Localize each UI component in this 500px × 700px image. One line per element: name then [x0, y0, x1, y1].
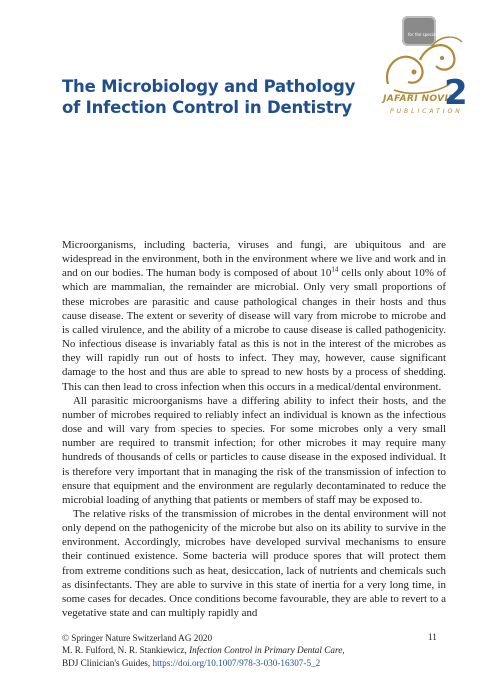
chapter-number: 2: [444, 73, 468, 113]
chapter-body: [62, 238, 446, 620]
chapter-title-line-1: The Microbiology and Pathology: [62, 77, 356, 96]
logo-badge-text: for the specialists: [408, 32, 444, 37]
chapter-title-line-2: of Infection Control in Dentistry: [62, 98, 352, 117]
logo-subtitle: PUBLICATION: [390, 108, 463, 115]
copyright-line: © Springer Nature Switzerland AG 2020: [62, 633, 213, 643]
citation-line: M. R. Fulford, N. R. Stankiewicz, Infection Control in Primary Dental Care,: [62, 645, 345, 656]
chapter-title: [62, 76, 382, 118]
page-number: 11: [428, 632, 437, 642]
paragraph-2: All parasitic microorganisms have a differing ability to infect their hosts, and the number of microbes required to reliably infect an individual is known as the infectious dose and will vary from species to species. For some microbes only a very small number are required to transmit infection; for other microbes it may require many hundreds of thousands of cells or particles to cause disease in the exposed individual. It is therefore very important that in managing the risk of the transmission of infection to ensure that equipment and the environment are regularly decontaminated to reduce the microbial loading of anything that patients or members of staff may be exposed to.: [62, 394, 446, 506]
paragraph-1: Microorganisms, including bacteria, viruses and fungi, are ubiquitous and are widespread in the environment, both in the environment where we live and work and in and on our bodies. The human body is composed of about $10^{14}$ cells only about 10% of which are mammalian, the remainder are microbial. Only very small proportions of these microbes are parasitic and cause pathological changes in their hosts and thus cause disease. The extent or severity of disease will vary from microbe to microbe and is called virulence, and the ability of a microbe to cause disease is called pathogenicity. No infectious disease is invariably fatal as this is not in the interest of the microbes as they will rapidly run out of hosts to infect. They may, however, cause significant damage to the host and thus are able to spread to new hosts by a process of shedding. This can then lead to cross infection when this occurs in a medical/dental environment.: [62, 239, 446, 393]
doi-link[interactable]: https://doi.org/10.1007/978-3-030-16307-5_2: [152, 657, 321, 668]
series-line: BDJ Clinician's Guides, https://doi.org/10.1007/978-3-030-16307-5_2: [62, 657, 321, 668]
paragraph-3: The relative risks of the transmission of microbes in the dental environment will not only depend on the pathogenicity of the microbe but also on its ability to survive in the environment. Accordingly, microbes have developed survival mechanisms to ensure their continued existence. Some bacteria will produce spores that will protect them from extreme conditions such as heat, desiccation, lack of nutrients and chemicals such as disinfectants. They are able to survive in this state of inertia for a very long time, in some cases for decades. Once conditions become favourable, they are able to revert to a vegetative state and can multiply rapidly and: [62, 507, 446, 620]
logo-brand-name: JAFARI NOVIN: [383, 94, 457, 104]
publisher-logo: [380, 12, 480, 132]
page-footer: [62, 632, 446, 669]
